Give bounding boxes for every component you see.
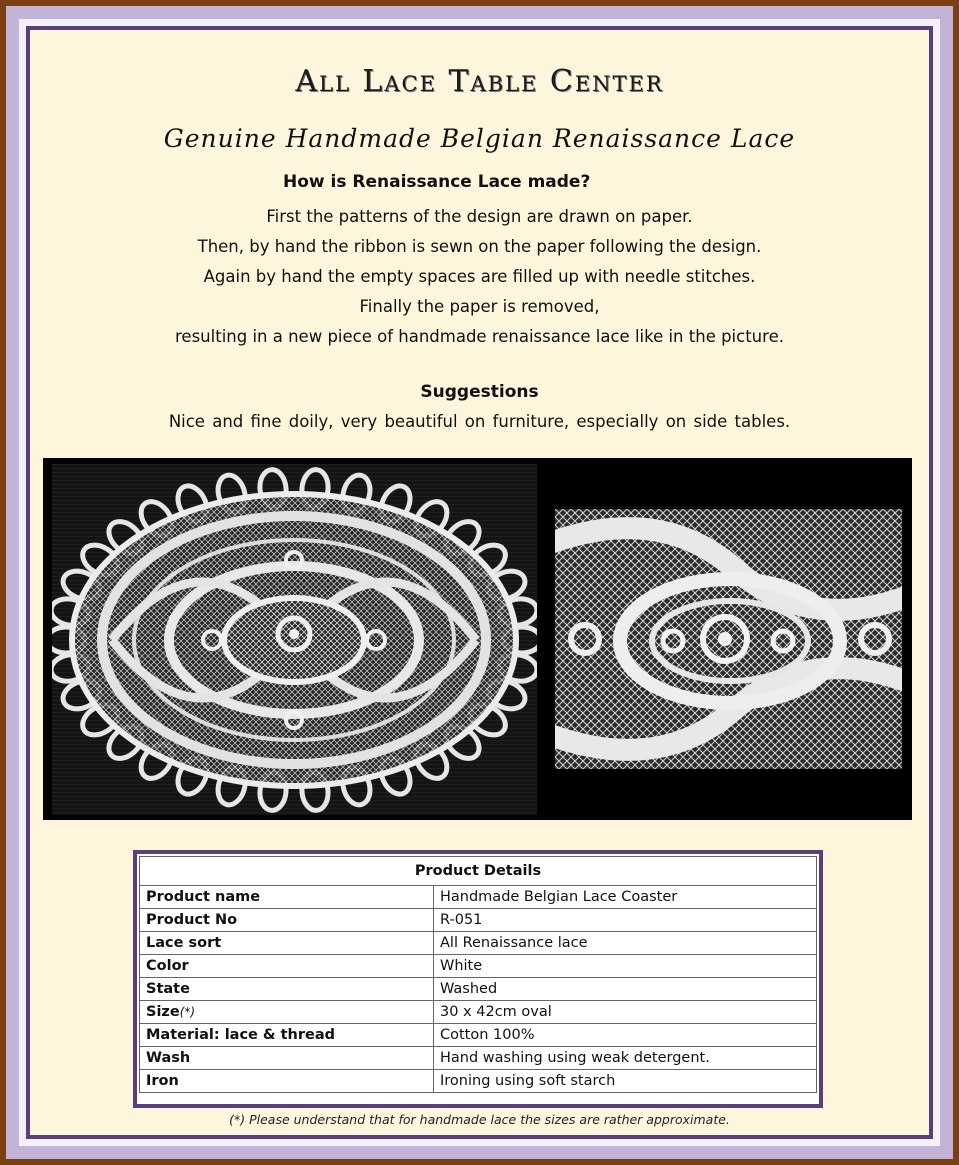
detail-value: Hand washing using weak detergent. xyxy=(434,1047,817,1070)
product-details-table xyxy=(139,856,817,1093)
outer-frame xyxy=(6,6,953,1159)
mid-frame xyxy=(19,19,940,1146)
detail-label: Wash xyxy=(140,1047,434,1070)
detail-label: Lace sort xyxy=(140,932,434,955)
detail-label: Product No xyxy=(140,909,434,932)
detail-value: Cotton 100% xyxy=(434,1024,817,1047)
oval-lace-doily-photo xyxy=(52,464,537,815)
step-line: resulting in a new piece of handmade renaissance lace like in the picture. xyxy=(175,327,784,346)
detail-value: R-051 xyxy=(434,909,817,932)
how-made-steps xyxy=(30,202,929,352)
product-details-heading: Product Details xyxy=(140,857,817,886)
table-row xyxy=(140,1047,817,1070)
detail-label-size xyxy=(140,1001,434,1024)
detail-value: Ironing using soft starch xyxy=(434,1070,817,1093)
step-line: Finally the paper is removed, xyxy=(359,297,600,316)
table-row xyxy=(140,978,817,1001)
detail-label: Iron xyxy=(140,1070,434,1093)
step-line: Then, by hand the ribbon is sewn on the paper following the design. xyxy=(197,237,762,256)
detail-label: Color xyxy=(140,955,434,978)
table-row xyxy=(140,1001,817,1024)
product-details-box xyxy=(133,850,823,1108)
detail-label: Product name xyxy=(140,886,434,909)
page-subtitle: Genuine Handmade Belgian Renaissance Lace xyxy=(163,124,796,153)
table-row xyxy=(140,909,817,932)
step-line: Again by hand the empty spaces are filled up with needle stitches. xyxy=(203,267,756,286)
detail-label: Material: lace & thread xyxy=(140,1024,434,1047)
page-title: All Lace Table Center xyxy=(295,64,664,99)
size-footnote: (*) Please understand that for handmade lace the sizes are rather approximate. xyxy=(229,1112,730,1127)
photo-band xyxy=(43,458,912,820)
table-row xyxy=(140,1024,817,1047)
lace-closeup-photo xyxy=(555,509,902,769)
detail-value: All Renaissance lace xyxy=(434,932,817,955)
how-made-heading: How is Renaissance Lace made? xyxy=(283,172,591,192)
suggestions-text: Nice and fine doily, very beautiful on furniture, especially on side tables. xyxy=(168,412,791,431)
suggestions-heading: Suggestions xyxy=(420,382,539,402)
detail-value: White xyxy=(434,955,817,978)
table-row xyxy=(140,955,817,978)
size-note-mark: (*) xyxy=(179,1005,196,1019)
table-row xyxy=(140,886,817,909)
inner-frame xyxy=(26,26,933,1139)
step-line: First the patterns of the design are drawn on paper. xyxy=(266,207,693,226)
page-content xyxy=(30,30,929,1135)
detail-label: State xyxy=(140,978,434,1001)
detail-value: Washed xyxy=(434,978,817,1001)
detail-value: Handmade Belgian Lace Coaster xyxy=(434,886,817,909)
table-row xyxy=(140,1070,817,1093)
detail-label: Size xyxy=(146,1004,180,1020)
detail-value: 30 x 42cm oval xyxy=(434,1001,817,1024)
table-row xyxy=(140,932,817,955)
